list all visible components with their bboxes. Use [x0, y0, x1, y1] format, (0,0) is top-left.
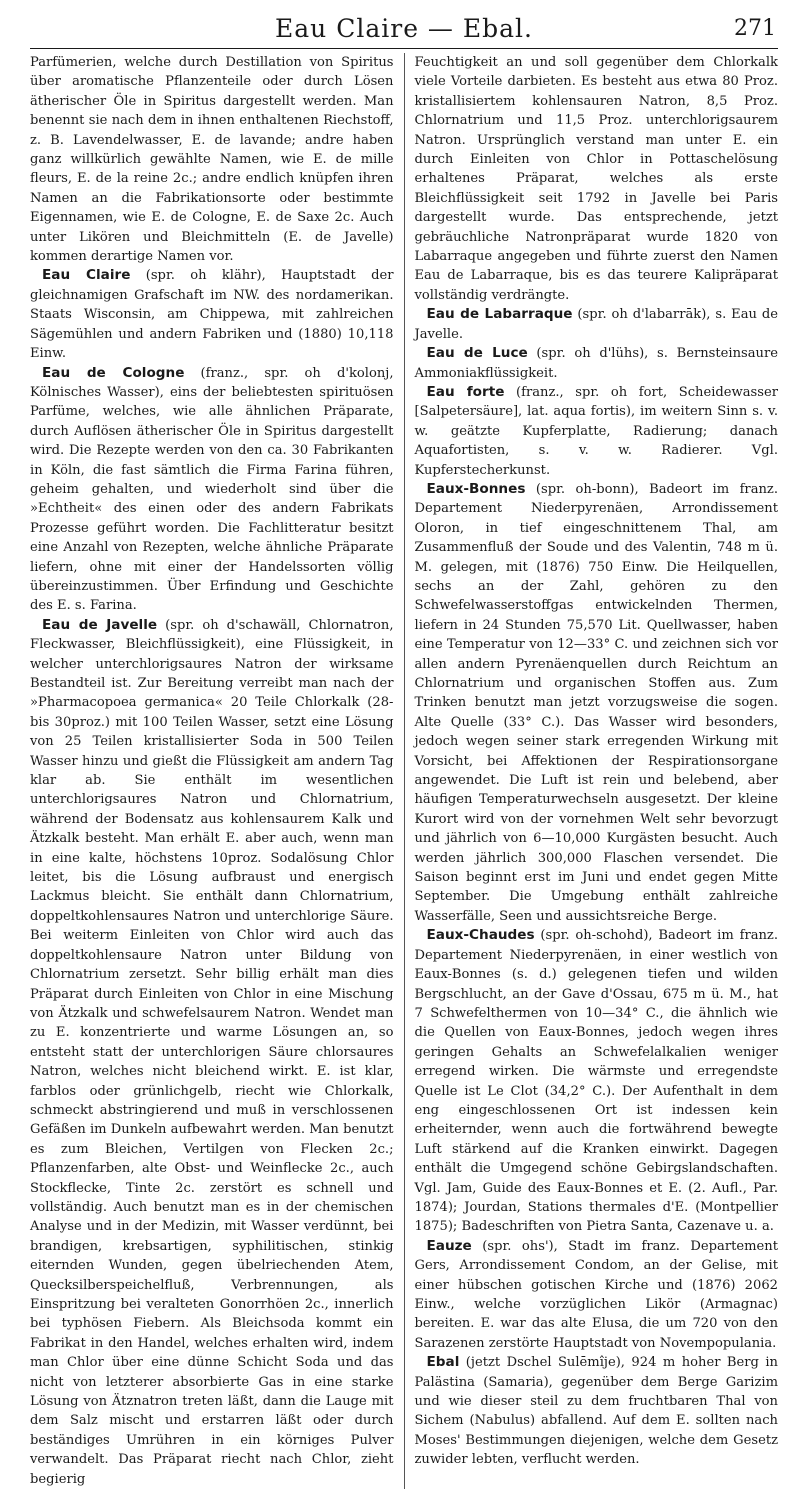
right-column — [405, 53, 779, 1489]
entry-eau-de-luce: Eau de Luce (spr. oh d'lühs), s. Bernsteinsaure Ammoniakflüssigkeit. — [414, 345, 778, 381]
headword: Eauze — [426, 1237, 472, 1254]
headword: Eau de Labarraque — [426, 306, 573, 323]
headword: Eau de Cologne — [42, 364, 185, 381]
headword: Eau Claire — [42, 267, 131, 284]
headword: Eaux-Bonnes — [426, 480, 526, 497]
entry-eaux-chaudes: Eaux-Chaudes (spr. oh-schohd), Badeort im franz. Departement Niederpyrenäen, in einer westlich von Eaux-Bonnes (s. d.) gelegenen tiefen und wilden Bergschlucht, an der Gave d'Ossau, 675 m ü. M., hat 7 Schwefelthermen von 10—34° C., die ähnlich wie die Quellen von Eaux-Bonnes, jedoch wegen ihres geringen Gehalts an Schwefelalkalien weniger erregend wirken. Die wärmste und erregendste Quelle ist Le Clot (34,2° C.). Der Aufenthalt in dem eng eingeschlossenen Ort ist indessen kein erheiternder, wenn auch die fortwährend bewegte Luft stärkend auf die Kranken einwirkt. Dagegen enthält die Umgegend schöne Gebirgslandschaften. Vgl. Jam, Guide des Eaux-Bonnes et E. (2. Aufl., Par. 1874); Jourdan, Stations thermales d'E. (Montpellier 1875); Badeschriften von Pietra Santa, Cazenave u. a. — [414, 927, 778, 1235]
entry-eau-de-javelle: Eau de Javelle (spr. oh d'schawäll, Chlornatron, Fleckwasser, Bleichflüssigkeit), eine Flüssigkeit, in welcher unterchlorigsaures Natron der wirksame Bestandteil ist. Zur Bereitung verreibt man nach der »Pharmacopoea germanica« 20 Teile Chlorkalk (28- bis 30proz.) mit 100 Teilen Wasser, setzt eine Lösung von 25 Teilen kristallisierter Soda in 500 Teilen Wasser hinzu und gießt die Flüssigkeit am andern Tag klar ab. Sie enthält im wesentlichen unterchlorigsaures Natron und Chlornatrium, während der Bodensatz aus kohlensaurem Kalk und Ätzkalk besteht. Man erhält E. aber auch, wenn man in eine kalte, höchstens 10proz. Sodalösung Chlor leitet, bis die Lösung aufbraust und energisch Lackmus bleicht. Sie enthält dann Chlornatrium, doppeltkohlensaures Natron und unterchlorige Säure. Bei weiterm Einleiten von Chlor wird auch das doppeltkohlensaure Natron unter Bildung von Chlornatrium zersetzt. Sehr billig erhält man dies Präparat durch Einleiten von Chlor in eine Mischung von Ätzkalk und schwefelsaurem Natron. Wendet man zu E. konzentrierte und warme Lösungen an, so entsteht statt der unterchlorigen Säure chlorsaures Natron, welches nicht bleichend wirkt. E. ist klar, farblos oder grünlichgelb, riecht wie Chlorkalk, schmeckt abstringierend und muß in verschlossenen Gefäßen im Dunkeln aufbewahrt werden. Man benutzt es zum Bleichen, Vertilgen von Flecken 2c.; Pflanzenfarben, alte Obst- und Weinflecke 2c., auch Stockflecke, Tinte 2c. zerstört es schnell und vollständig. Auch benutzt man es in der chemischen Analyse und in der Medizin, mit Wasser verdünnt, bei brandigen, krebsartigen, syphilitischen, stinkig eiternden Wunden, gegen übelriechenden Atem, Quecksilberspeichelfluß, Verbrennungen, als Einspritzung bei veralteten Gonorrhöen 2c., innerlich bei typhösen Fiebern. Als Bleichsoda kommt ein Fabrikat in den Handel, welches erhalten wird, indem man Chlor über eine dünne Schicht Soda und das nicht von letzterer absorbierte Gas in eine starke Lösung von Ätznatron treten läßt, dann die Lauge mit dem Salz mischt und erstarren läßt oder durch beständiges Umrühren in ein körniges Pulver verwandelt. Das Präparat riecht nach Chlor, zieht begierig — [30, 616, 394, 1487]
headword: Eau forte — [426, 383, 505, 400]
headword: Eaux-Chaudes — [426, 927, 535, 944]
entry-eau-claire: Eau Claire (spr. oh klähr), Hauptstadt der gleichnamigen Grafschaft im NW. des nordamerikan. Staats Wisconsin, am Chippewa, mit zahlreichen Sägemühlen und andern Fabriken und (1880) 10,118 Einw. — [30, 267, 394, 362]
left-column — [30, 53, 405, 1489]
entry-eau-de-cologne: Eau de Cologne (franz., spr. oh d'kolonj, Kölnisches Wasser), eins der beliebtesten spirituösen Parfüme, welches, wie alle ähnlichen Präparate, durch Auflösen ätherischer Öle in Spiritus dargestellt wird. Die Rezepte werden von den ca. 30 Fabrikanten in Köln, die fast sämtlich die Firma Farina führen, geheim gehalten, und wiederholt sind über die »Echtheit« des einen oder des andern Fabrikats Prozesse geführt worden. Die Fachlitteratur besitzt eine Anzahl von Rezepten, welche ähnliche Präparate liefern, ohne mit einer der Handelssorten völlig übereinzustimmen. Über Erfindung und Geschichte des E. s. Farina. — [30, 364, 394, 614]
headword: Eau de Javelle — [42, 616, 158, 633]
paragraph: Parfümerien, welche durch Destillation von Spiritus über aromatische Pflanzenteile oder durch Lösen ätherischer Öle in Spiritus dargestellt werden. Man benennt sie nach dem in ihnen enthaltenen Riechstoff, z. B. Lavendelwasser, E. de lavande; andre haben ganz willkürlich gewählte Namen, wie E. de mille fleurs, E. de la reine 2c.; andre endlich knüpfen ihren Namen an die Fabrikationsorte oder bestimmte Eigennamen, wie E. de Cologne, E. de Saxe 2c. Auch unter Likören und Bleichmitteln (E. de Javelle) kommen derartige Namen vor. — [30, 55, 394, 265]
headword: Ebal — [426, 1354, 460, 1371]
running-head: Eau Claire — Ebal. — [275, 14, 533, 43]
entry-eau-de-labarraque: Eau de Labarraque (spr. oh d'labarrāk), s. Eau de Javelle. — [414, 306, 779, 342]
entry-eau-forte: Eau forte (franz., spr. oh fort, Scheidewasser [Salpetersäure], lat. aqua fortis), im weitern Sinn s. v. w. geätzte Kupferplatte, Radierung; danach Aquafortisten, s. v. w. Radierer. Vgl. Kupferstecherkunst. — [414, 383, 778, 478]
text-columns — [30, 53, 778, 1489]
entry-eauze: Eauze (spr. ohs'), Stadt im franz. Departement Gers, Arrondissement Condom, an der Gelise, mit einer hübschen gotischen Kirche und (1876) 2062 Einw., welche vorzüglichen Likör (Armagnac) bereiten. E. war das alte Elusa, die um 720 von den Sarazenen zerstörte Hauptstadt von Novempopulania. — [414, 1237, 778, 1351]
paragraph: Feuchtigkeit an und soll gegenüber dem Chlorkalk viele Vorteile darbieten. Es besteht aus etwa 80 Proz. kristallisiertem kohlensauren Natron, 8,5 Proz. Chlornatrium und 11,5 Proz. unterchlorigsaurem Natron. Ursprünglich verstand man unter E. ein durch Einleiten von Chlor in Pottaschelösung erhaltenes Präparat, welches als erste Bleichflüssigkeit seit 1792 in Javelle bei Paris dargestellt wurde. Das entsprechende, jetzt gebräuchliche Natronpräparat wurde 1820 von Labarraque angegeben und führte zuerst den Namen Eau de Labarraque, bis es das teurere Kalipräparat vollständig verdrängte. — [414, 55, 778, 303]
headword: Eau de Luce — [426, 345, 528, 362]
entry-ebal: Ebal (jetzt Dschel Sulēmîje), 924 m hoher Berg in Palästina (Samaria), gegenüber dem Berge Garizim und wie dieser steil zu dem fruchtbaren Thal von Sichem (Nabulus) abfallend. Auf dem E. sollten nach Moses' Bestimmungen diejenigen, welche dem Gesetz zuwider lebten, verflucht werden. — [414, 1354, 778, 1468]
page-number: 271 — [734, 16, 776, 41]
page-header — [30, 10, 778, 49]
entry-eaux-bonnes: Eaux-Bonnes (spr. oh-bonn), Badeort im franz. Departement Niederpyrenäen, Arrondissement Oloron, in tief eingeschnittenem Thal, am Zusammenfluß der Soude und des Valentin, 748 m ü. M. gelegen, mit (1876) 750 Einw. Die Heilquellen, sechs an der Zahl, gehören zu den Schwefelwasserstoffgas entwickelnden Thermen, liefern in 24 Stunden 75,570 Lit. Quellwasser, haben eine Temperatur von 12—33° C. und zeichnen sich vor allen andern Pyrenäenquellen durch Reichtum an Chlornatrium und organischen Stoffen aus. Zum Trinken benutzt man jetzt vorzugsweise die sogen. Alte Quelle (33° C.). Das Wasser wird besonders, jedoch wegen seiner stark erregenden Wirkung mit Vorsicht, bei Affektionen der Respirationsorgane angewendet. Die Luft ist rein und belebend, aber häufigen Temperaturwechseln ausgesetzt. Der kleine Kurort wird von der vornehmen Welt sehr bevorzugt und jährlich von 6—10,000 Kurgästen besucht. Auch werden jährlich 300,000 Flaschen versendet. Die Saison beginnt erst im Juni und endet gegen Mitte September. Die Umgebung enthält zahlreiche Wasserfälle, Seen und aussichtsreiche Berge. — [414, 480, 778, 924]
